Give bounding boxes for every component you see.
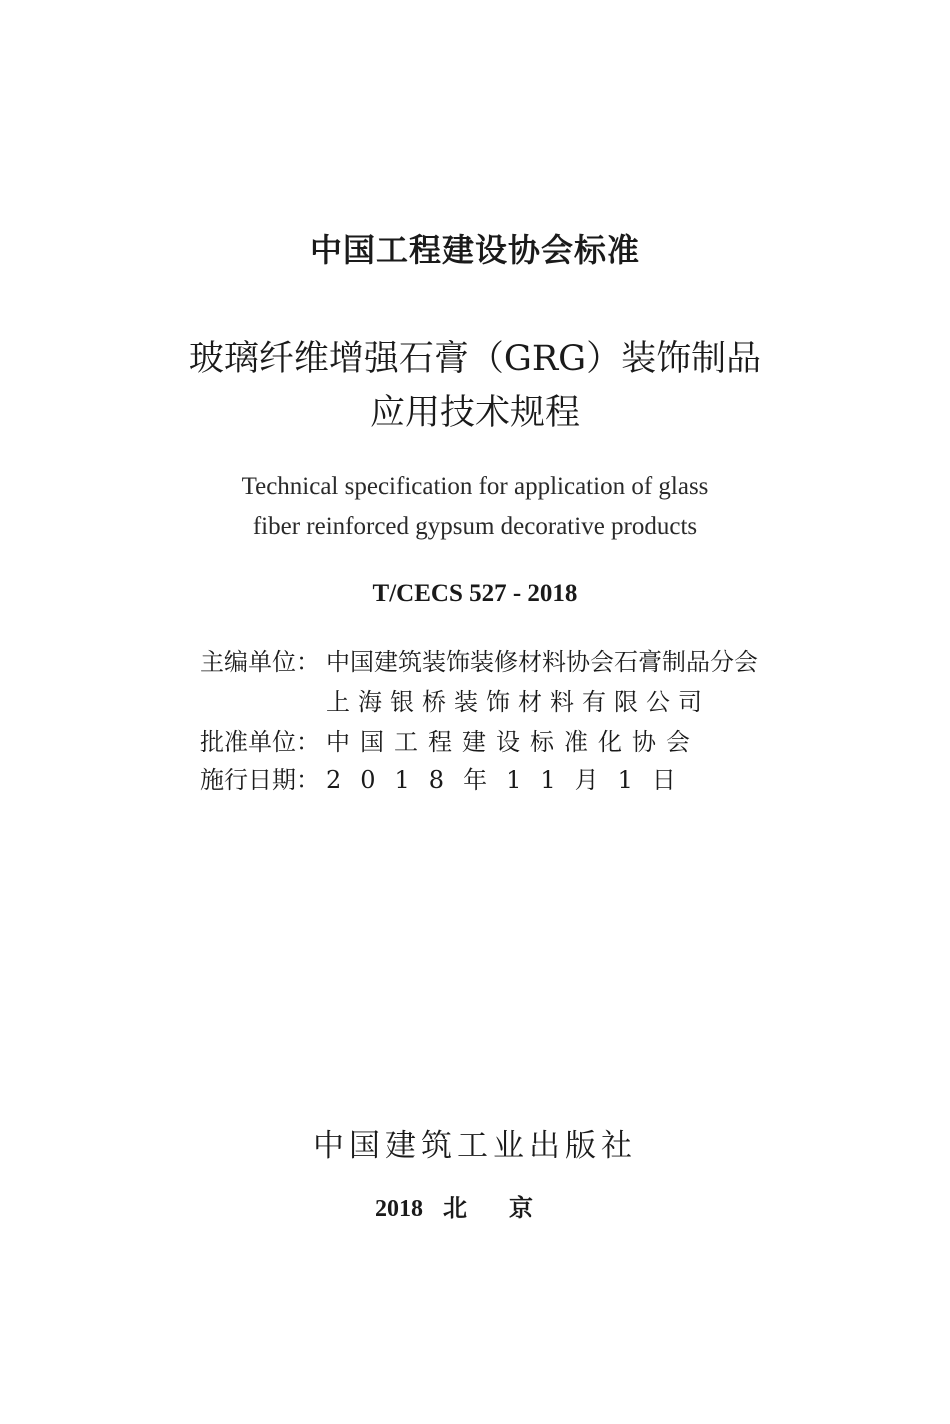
editor-label: 主编单位： bbox=[200, 648, 320, 676]
publish-year: 2018 bbox=[375, 1196, 423, 1222]
standard-code: T/CECS 527 - 2018 bbox=[372, 580, 578, 607]
approver-row bbox=[200, 726, 800, 760]
title-cn-line-2: 应用技术规程 bbox=[369, 393, 580, 433]
editor-row-2 bbox=[200, 686, 800, 720]
publish-place bbox=[0, 1192, 950, 1226]
date-row bbox=[200, 764, 800, 798]
series-title: 中国工程建设协会标准 bbox=[309, 231, 640, 269]
publisher: 中国建筑工业出版社 bbox=[313, 1128, 637, 1164]
editor-unit-1: 中国建筑装饰装修材料协会石膏制品分会 bbox=[326, 648, 758, 676]
editor-row bbox=[200, 646, 800, 680]
title-en-line-1: Technical specification for application of glass bbox=[241, 473, 709, 500]
effective-date: 2018年11月1日 bbox=[326, 766, 695, 794]
editor-unit-2: 上海银桥装饰材料有限公司 bbox=[326, 688, 710, 716]
approver-label: 批准单位： bbox=[200, 728, 320, 756]
date-label: 施行日期： bbox=[200, 766, 320, 794]
publish-city: 北京 bbox=[443, 1196, 575, 1222]
title-en-line-2: fiber reinforced gypsum decorative products bbox=[252, 513, 698, 540]
approver-unit: 中国工程建设标准化协会 bbox=[326, 728, 700, 756]
title-cn-line-1: 玻璃纤维增强石膏（GRG）装饰制品 bbox=[188, 339, 762, 379]
